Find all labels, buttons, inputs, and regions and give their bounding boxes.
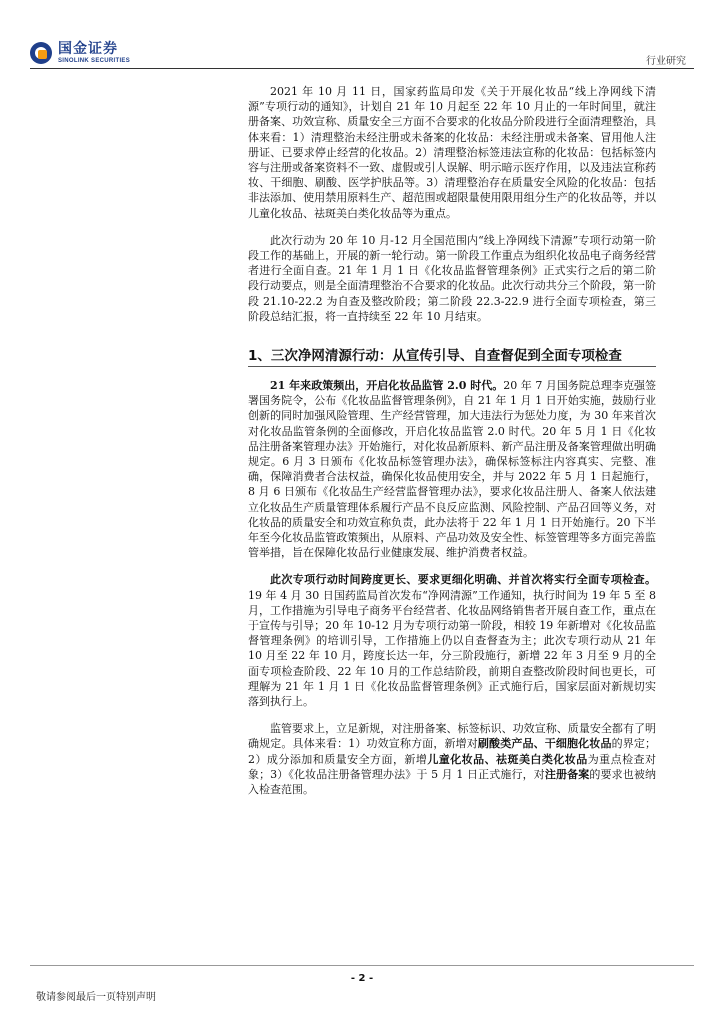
logo-en: SINOLINK SECURITIES — [58, 58, 131, 64]
intro-section — [248, 84, 656, 336]
intro-paragraph-2: 此次行动为 20 年 10 月-12 月全国范围内“线上净网线下清源”专项行动第一阶段工作的基础上，开展的新一轮行动。第一阶段工作重点为组织化妆品电子商务经营者进行全面自查。21 年 1 月 1 日《化妆品监督管理条例》正式实行之后的第二阶段行动要点，则是全面清理整治不合要求的化妆品。此次行动共分三个阶段，第一阶段 21.10-22.2 为自查及整改阶段；第二阶段 22.3-22.9 进行全面专项检查，第三阶段总结汇报，将一直持续至 22 年 10 月结束。 — [248, 233, 656, 323]
p3-text-c: 的界定；2）成分添加和质量安全方面，新增 — [248, 737, 657, 766]
p3-bold-2: 儿童化妆品、祛斑美白类化妆品 — [427, 752, 588, 766]
disclaimer-text: 敬请参阅最后一页特别声明 — [36, 992, 156, 1003]
report-category: 行业研究 — [646, 56, 686, 67]
logo-text — [58, 42, 130, 64]
company-logo — [30, 42, 130, 64]
p1-lead: 21 年来政策频出，开启化妆品监管 2.0 时代。 — [270, 379, 504, 392]
footer-divider — [30, 965, 694, 966]
p2-lead: 此次专项行动时间跨度更长、要求更细化明确、并首次将实行全面专项检查。 — [270, 573, 656, 587]
body-paragraph-2 — [248, 572, 656, 709]
page-header — [0, 0, 724, 72]
header-divider — [30, 68, 694, 69]
page-number: - 2 - — [350, 973, 374, 984]
logo-cn: 国金证券 — [58, 41, 118, 57]
p3-bold-3: 注册备案 — [544, 767, 590, 781]
p3-text-a: 监管要求上，立足新规，对注册备案、标签标识、功效宣称、质量安全都有了明确规定。具体来看：1）功效宣称方面，新增对 — [248, 722, 656, 751]
p1-text: 20 年 7 月国务院总理李克强签署国务院令，公布《化妆品监督管理条例》，自 21 年 1 月 1 日开始实施，鼓励行业创新的同时加强风险管理、生产经营管理，加大违法行为惩处力度，为 30 年来首次对化妆品监管条例的全面修改，开启化妆品监管 2.0 时代。20 年 5 月 1 日《化妆品注册备案管理办法》开始施行，对化妆品新原料、新产品注册及备案管理做出明确规定。6 月 3 日颁布《化妆品标签管理办法》，确保标签标注内容真实、完整、准确，保障消费者合法权益，确保化妆品使用安全，并与 2022 年 5 月 1 日起施行，8 月 6 日颁布《化妆品生产经营监督管理办法》，要求化妆品注册人、备案人依法建立化妆品生产质量管理体系履行产品不良反应监测、风险控制、产品召回等义务，对化妆品的质量安全和功效宣称负责，此办法将于 22 年 1 月 1 日开始施行。20 下半年至今化妆品监管政策频出，从原料、产品功效及安全性、标签管理等多方面完善监管举措，旨在保障化妆品行业健康发展、维护消费者权益。 — [248, 379, 656, 560]
p3-bold-1: 刷酸类产品、干细胞化妆品 — [477, 737, 612, 751]
p3-text-e: 的要求也被纳入检查范围。 — [248, 767, 657, 797]
p3-text-d: 为重点检查对象；3）《化妆品注册备管理办法》于 5 月 1 日正式施行，对 — [248, 752, 657, 781]
body-section — [248, 378, 656, 809]
p2-text: 19 年 4 月 30 日国药监局首次发布“净网清源”工作通知，执行时间为 19 年 5 至 8 月，工作措施为引导电子商务平台经营者、化妆品网络销售者开展自查工作，重点在于宣传与引导；20 年 10-12 月为专项行动第一阶段，相较 19 年新增对《化妆品监督管理条例》的培训引导，工作措施上仍以自查督查为主；此次专项行动从 21 年 10 月至 22 年 10 月，跨度长达一年，分三阶段施行，新增 22 年 3 月至 9 月的全面专项检查阶段、22 年 10 月的工作总结阶段，前期自查整改阶段时间也更长，可理解为 21 年 1 月 1 日《化妆品监督管理条例》正式施行后，国家层面对新规切实落到执行上。 — [248, 588, 656, 709]
body-paragraph-3 — [248, 721, 656, 797]
section-heading: 1、三次净网清源行动：从宣传引导、自查督促到全面专项检查 — [248, 344, 656, 367]
body-paragraph-1 — [248, 378, 656, 560]
intro-paragraph-1: 2021 年 10 月 11 日，国家药监局印发《关于开展化妆品“线上净网线下清源”专项行动的通知》，计划自 21 年 10 月起至 22 年 10 月止的一年时间里，就注册备案、功效宣称、质量安全三方面不合要求的化妆品分阶段进行全面清理整治，具体来看：1）清理整治未经注册或未备案的化妆品：未经注册或未备案、冒用他人注册证、已要求停止经营的化妆品。2）清理整治标签违法宣称的化妆品：包括标签内容与注册或备案资料不一致、虚假或引人误解、明示暗示医疗作用，以及违法宣称药妆、干细胞、刷酸、医学护肤品等。3）清理整治存在质量安全风险的化妆品：包括非法添加、使用禁用原料生产、超范围或超限量使用限用组分生产的化妆品等，并以儿童化妆品、祛斑美白类化妆品等为重点。 — [248, 85, 656, 220]
logo-icon — [30, 42, 52, 64]
